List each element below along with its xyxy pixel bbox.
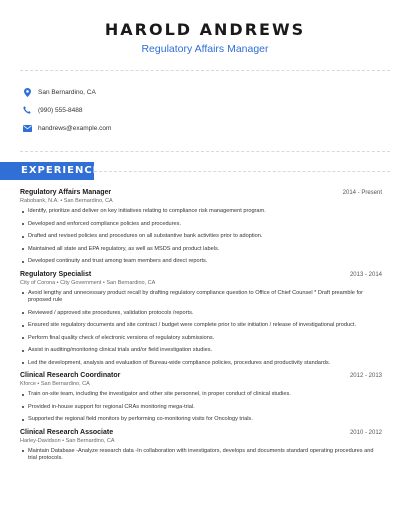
job-entry bbox=[20, 271, 382, 368]
bullet-item: Reviewed / approved site procedures, validation protocols /reports. bbox=[22, 310, 382, 318]
contact-email bbox=[22, 119, 410, 137]
job-title: Regulatory Affairs Manager bbox=[20, 189, 112, 196]
job-dates: 2014 - Present bbox=[342, 190, 382, 196]
bullet-item: Perform final quality check of electronic versions of regulatory submissions. bbox=[22, 335, 382, 343]
job-dates: 2013 - 2014 bbox=[349, 271, 382, 278]
job-bullets bbox=[20, 448, 382, 463]
job-title: Regulatory Specialist bbox=[20, 270, 92, 278]
email-text: handrews@example.com bbox=[38, 124, 112, 132]
phone-text: (990) 555-8488 bbox=[38, 106, 83, 114]
bullet-item: Led the development, analysis and evaluation of Bureau-wide compliance policies, procedures and productivity standards. bbox=[22, 360, 382, 368]
job-entry bbox=[20, 189, 382, 266]
bullet-item: Ensured site regulatory documents and site contract / budget were complete prior to site initiation / release of investigational product. bbox=[22, 322, 382, 330]
job-entry bbox=[20, 429, 382, 463]
job-dates: 2012 - 2013 bbox=[349, 373, 382, 379]
bullet-item: Assist in auditing/monitoring clinical trials and/or field investigation studies. bbox=[22, 347, 382, 355]
job-company: Kforce • San Bernardino, CA bbox=[20, 381, 90, 387]
email-icon bbox=[22, 123, 32, 133]
location-pin-icon bbox=[22, 87, 32, 97]
job-company: Harley-Davidson • San Bernardino, CA bbox=[20, 437, 115, 444]
job-bullets bbox=[20, 208, 382, 266]
phone-icon bbox=[22, 105, 32, 115]
candidate-name: HAROLD ANDREWS bbox=[104, 20, 306, 39]
job-title-header: Regulatory Affairs Manager bbox=[141, 43, 269, 55]
job-entry bbox=[20, 372, 382, 424]
bullet-item: Maintain Database -Analyze research data -In collaboration with investigators, develops and documents standard operating procedures and trial protocols. bbox=[22, 448, 382, 463]
bullet-item: Maintained all state and EPA regulatory, as well as MSDS and product labels. bbox=[22, 246, 382, 254]
experience-section-heading: EXPERIENCE bbox=[0, 162, 94, 180]
experience-list bbox=[20, 189, 382, 468]
job-bullets bbox=[20, 290, 382, 368]
bullet-item: Provided in-house support for regional CRAs monitoring mega-trial. bbox=[22, 404, 382, 412]
location-text: San Bernardino, CA bbox=[38, 88, 96, 96]
contact-divider bbox=[20, 151, 390, 152]
job-title: Clinical Research Associate bbox=[20, 428, 114, 436]
contact-location bbox=[22, 83, 410, 101]
job-title: Clinical Research Coordinator bbox=[20, 372, 121, 379]
bullet-item: Supported the regional field monitors by performing co-monitoring visits for Oncology trials. bbox=[22, 416, 382, 424]
bullet-item: Train on-site team, including the investigator and other site personnel, in proper conduct of clinical studies. bbox=[22, 391, 382, 399]
contact-block bbox=[0, 71, 410, 141]
section-divider bbox=[94, 171, 390, 172]
bullet-item: Drafted and revised policies and procedures on all substantive bank activities prior to adoption. bbox=[22, 233, 382, 241]
job-dates: 2010 - 2012 bbox=[349, 429, 382, 436]
contact-phone bbox=[22, 101, 410, 119]
bullet-item: Identify, prioritize and deliver on key initiatives relating to compliance risk management program. bbox=[22, 208, 382, 216]
job-company: Rabobank, N.A. • San Bernardino, CA bbox=[20, 198, 113, 204]
job-company: City of Corona • City Government • San Bernardino, CA bbox=[20, 279, 156, 286]
job-bullets bbox=[20, 391, 382, 424]
bullet-item: Developed continuity and trust among team members and direct reports. bbox=[22, 258, 382, 266]
bullet-item: Developed and enforced compliance policies and procedures. bbox=[22, 221, 382, 229]
bullet-item: Avoid lengthy and unnecessary product recall by drafting regulatory compliance question to Office of Chief Counsel * Draft preamble for proposed rule bbox=[22, 290, 382, 305]
